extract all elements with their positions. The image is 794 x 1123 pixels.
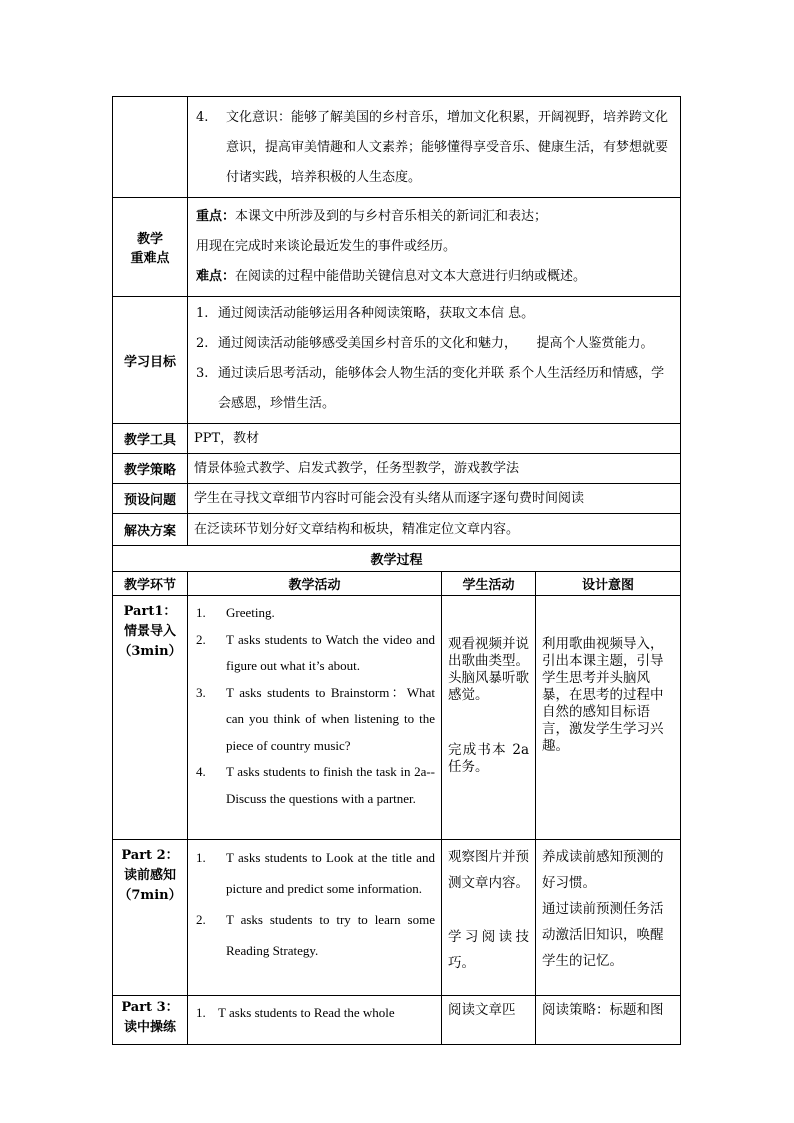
objective-num-3: 3.	[196, 366, 209, 381]
part2-design-2: 通过读前预测任务活动激活旧知识，唤醒学生的记忆。	[542, 901, 664, 969]
objective-num-1: 1.	[196, 306, 209, 321]
part1-row	[113, 596, 681, 840]
strategy-row	[113, 454, 681, 484]
part1-stage-line2: 情景导入	[123, 624, 176, 639]
part2-stage-line2: 读前感知	[123, 868, 176, 883]
difficulty-line	[196, 262, 674, 292]
part2-design	[536, 840, 681, 996]
key-points-label	[113, 198, 188, 297]
part1-activity-2-text: T asks students to Watch the video and figure out what it’s about.	[226, 631, 435, 673]
objective-text-2: 通过阅读活动能够感受美国乡村音乐的文化和魅力， 提高个人鉴赏能力。	[218, 336, 654, 351]
solution-row	[113, 514, 681, 546]
part3-activity-1-text: T asks students to Read the whole	[218, 1005, 395, 1020]
culture-item	[196, 103, 674, 193]
objectives-cell	[188, 297, 681, 424]
part2-activity-2-num: 2.	[196, 912, 206, 927]
part1-student-gap	[448, 704, 529, 742]
part3-stage	[113, 996, 188, 1045]
lesson-plan-table	[112, 96, 681, 1045]
part1-activity-2	[196, 627, 435, 680]
tools-row	[113, 424, 681, 454]
focus-text-2: 用现在完成时来谈论最近发生的事件或经历。	[196, 239, 457, 254]
process-header-row	[113, 572, 681, 596]
process-title-row	[113, 546, 681, 572]
part1-activity-3-text: T asks students to Brainstorm：What can you think of when listening to the piece of country music?	[226, 684, 435, 753]
objectives-row	[113, 297, 681, 424]
part2-activities	[188, 840, 442, 996]
part2-stage	[113, 840, 188, 996]
culture-row	[113, 97, 681, 198]
part1-activity-1-text: Greeting.	[226, 605, 275, 620]
issues-row	[113, 484, 681, 514]
part1-student	[442, 596, 536, 840]
part1-student-2: 头脑风暴听歌感觉。	[448, 670, 529, 703]
part1-activity-3-num: 3.	[196, 684, 206, 700]
part2-row	[113, 840, 681, 996]
part2-stage-line3: （7min）	[118, 888, 182, 903]
tools-label: 教学工具	[113, 424, 188, 454]
part2-student	[442, 840, 536, 996]
part1-student-3: 完成书本 2a 任务。	[448, 742, 529, 775]
header-student: 学生活动	[442, 572, 536, 596]
part3-activity-1	[196, 1000, 435, 1027]
difficulty-text: 在阅读的过程中能借助关键信息对文本大意进行归纳或概述。	[235, 269, 587, 284]
focus-line	[196, 202, 674, 232]
part1-activity-4	[196, 759, 435, 812]
part3-student: 阅读文章匹	[442, 996, 536, 1045]
part3-row	[113, 996, 681, 1045]
part2-design-1: 养成读前感知预测的好习惯。	[542, 849, 664, 891]
strategy-text: 情景体验式教学、启发式教学，任务型教学，游戏教学法	[188, 454, 681, 484]
part3-stage-line2: 读中操练	[123, 1020, 176, 1035]
key-points-label-line1: 教学	[136, 232, 163, 247]
culture-label-cell	[113, 97, 188, 198]
part1-activity-1-num: 1.	[196, 605, 206, 620]
issues-text: 学生在寻找文章细节内容时可能会没有头绪从而逐字逐句费时间阅读	[188, 484, 681, 514]
part2-student-1: 观察图片并预测文章内容。	[448, 849, 529, 891]
part3-activity-1-num: 1.	[196, 1005, 206, 1020]
issues-label: 预设问题	[113, 484, 188, 514]
objective-num-2: 2.	[196, 336, 209, 351]
part2-activity-2-text: T asks students to try to learn some Reading Strategy.	[226, 912, 435, 958]
culture-text: 文化意识：能够了解美国的乡村音乐，增加文化积累，开阔视野，培养跨文化意识，提高审美情趣和人文素养；能够懂得享受音乐、健康生活，有梦想就要付诸实践，培养积极的人生态度。	[226, 110, 669, 185]
part2-student-2: 学习阅读技巧。	[448, 929, 529, 971]
part1-activity-4-text: T asks students to finish the task in 2a-- Discuss the questions with a partner.	[226, 764, 435, 806]
part1-activities	[188, 596, 442, 840]
part2-student-gap	[448, 896, 529, 924]
part1-student-1: 观看视频并说出歌曲类型。	[448, 636, 529, 669]
solution-text: 在泛读环节划分好文章结构和板块，精准定位文章内容。	[188, 514, 681, 546]
part2-activity-2	[196, 904, 435, 966]
part1-stage	[113, 596, 188, 840]
objective-item-3	[196, 359, 674, 419]
part1-activity-3	[196, 680, 435, 760]
culture-num: 4.	[196, 110, 209, 125]
focus-label: 重点：	[196, 209, 236, 224]
part1-activity-2-num: 2.	[196, 631, 206, 647]
difficulty-label: 难点：	[196, 269, 236, 284]
solution-label: 解决方案	[113, 514, 188, 546]
process-title: 教学过程	[113, 546, 681, 572]
key-points-row	[113, 198, 681, 297]
objectives-label: 学习目标	[113, 297, 188, 424]
part2-stage-line1: Part 2：	[121, 848, 179, 863]
part3-stage-line1: Part 3：	[121, 1000, 179, 1015]
objective-text-1: 通过阅读活动能够运用各种阅读策略，获取文本信 息。	[218, 306, 535, 321]
part1-stage-line1: Part1：	[123, 604, 177, 619]
objective-text-3: 通过读后思考活动，能够体会人物生活的变化并联 系个人生活经历和情感，学会感恩，珍惜生活。	[218, 366, 665, 411]
key-points-cell	[188, 198, 681, 297]
strategy-label: 教学策略	[113, 454, 188, 484]
key-points-label-line2: 重难点	[130, 251, 170, 266]
part2-activity-1	[196, 842, 435, 904]
part2-activity-1-text: T asks students to Look at the title and picture and predict some information.	[226, 850, 435, 896]
part1-design: 利用歌曲视频导入，引出本课主题，引导学生思考并头脑风暴，在思考的过程中自然的感知目标语言，激发学生学习兴趣。	[536, 596, 681, 840]
header-design: 设计意图	[536, 572, 681, 596]
objective-item-2	[196, 329, 674, 359]
header-stage: 教学环节	[113, 572, 188, 596]
part2-activity-1-num: 1.	[196, 850, 206, 865]
part3-activities	[188, 996, 442, 1045]
part1-stage-line3: （3min）	[118, 644, 182, 659]
part3-design: 阅读策略：标题和图	[536, 996, 681, 1045]
header-activity: 教学活动	[188, 572, 442, 596]
part1-activity-4-num: 4.	[196, 764, 206, 779]
part1-activity-1	[196, 600, 435, 627]
culture-cell	[188, 97, 681, 198]
tools-text: PPT，教材	[188, 424, 681, 454]
focus-text: 本课文中所涉及到的与乡村音乐相关的新词汇和表达；	[235, 209, 548, 224]
objective-item-1	[196, 299, 674, 329]
